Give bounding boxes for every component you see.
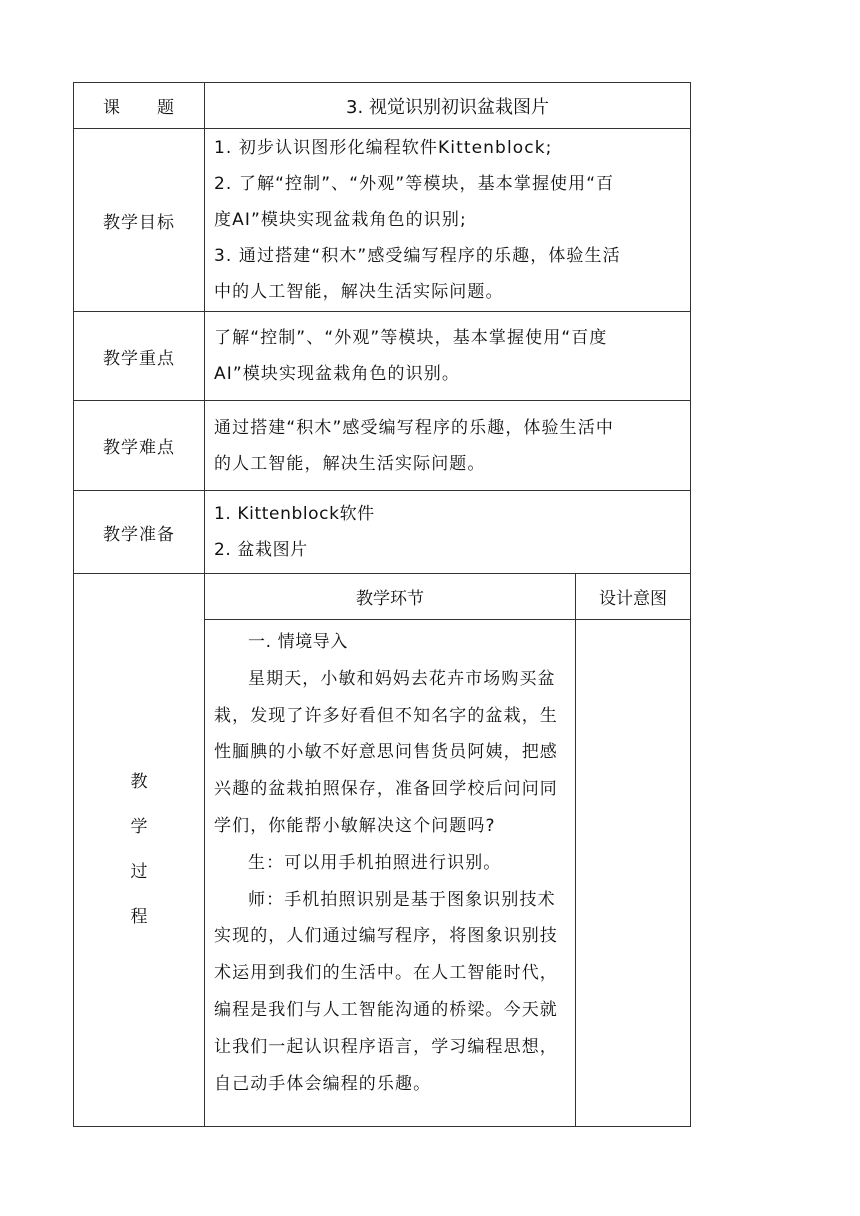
preparation-label: 教学准备	[74, 491, 205, 574]
process-label-char: 教	[130, 772, 148, 792]
col-header-stage: 教学环节	[205, 574, 576, 620]
process-paragraph: 师：手机拍照识别是基于图象识别技术实现的，人们通过编写程序，将图象识别技术运用到我们的生活中。在人工智能时代，编程是我们与人工智能沟通的桥梁。今天就让我们一起认识程序语言，学习编程思想，自己动手体会编程的乐趣。	[214, 889, 558, 1094]
topic-label: 课 题	[74, 83, 205, 129]
col-header-intent: 设计意图	[576, 574, 691, 620]
topic-title: 3. 视觉识别初识盆栽图片	[205, 83, 691, 129]
preparation-content	[205, 491, 691, 574]
process-paragraph: 生：可以用手机拍照进行识别。	[248, 852, 502, 873]
difficulty-line: 的人工智能，解决生活实际问题。	[214, 453, 486, 474]
difficulty-line: 通过搭建“积木”感受编写程序的乐趣，体验生活中	[214, 417, 614, 438]
objective-line: 1. 初步认识图形化编程软件Kittenblock;	[214, 138, 553, 158]
objectives-label: 教学目标	[74, 129, 205, 312]
process-header-row	[74, 574, 691, 620]
key-points-content	[205, 312, 691, 401]
preparation-row	[74, 491, 691, 574]
process-paragraph: 星期天，小敏和妈妈去花卉市场购买盆栽，发现了许多好看但不知名字的盆栽，生性腼腆的小敏不好意思问售货员阿姨，把感兴趣的盆栽拍照保存，准备回学校后问问同学们，你能帮小敏解决这个问题吗?	[214, 668, 558, 836]
difficulties-content	[205, 401, 691, 491]
difficulties-label: 教学难点	[74, 401, 205, 491]
process-label-char: 程	[130, 907, 148, 927]
design-intent-content	[576, 620, 691, 1127]
key-points-row	[74, 312, 691, 401]
process-label	[74, 574, 205, 1127]
objectives-row	[74, 129, 691, 312]
objective-line: 3. 通过搭建“积木”感受编写程序的乐趣，体验生活	[214, 246, 621, 266]
process-content	[205, 620, 576, 1127]
lesson-plan-table	[73, 82, 691, 1127]
key-point-line: 了解“控制”、“外观”等模块，基本掌握使用“百度	[214, 328, 608, 348]
process-label-char: 过	[130, 862, 148, 882]
topic-row	[74, 83, 691, 129]
section-title: 一. 情境导入	[248, 632, 349, 652]
objective-line: 2. 了解“控制”、“外观”等模块，基本掌握使用“百	[214, 174, 615, 194]
objective-line: 中的人工智能，解决生活实际问题。	[214, 282, 504, 302]
preparation-line: 1. Kittenblock软件	[214, 504, 375, 524]
process-label-char: 学	[130, 817, 148, 837]
objective-line: 度AI”模块实现盆栽角色的识别;	[214, 210, 467, 230]
key-point-line: AI”模块实现盆栽角色的识别。	[214, 364, 460, 384]
objectives-content	[205, 129, 691, 312]
key-points-label: 教学重点	[74, 312, 205, 401]
difficulties-row	[74, 401, 691, 491]
preparation-line: 2. 盆栽图片	[214, 540, 308, 560]
